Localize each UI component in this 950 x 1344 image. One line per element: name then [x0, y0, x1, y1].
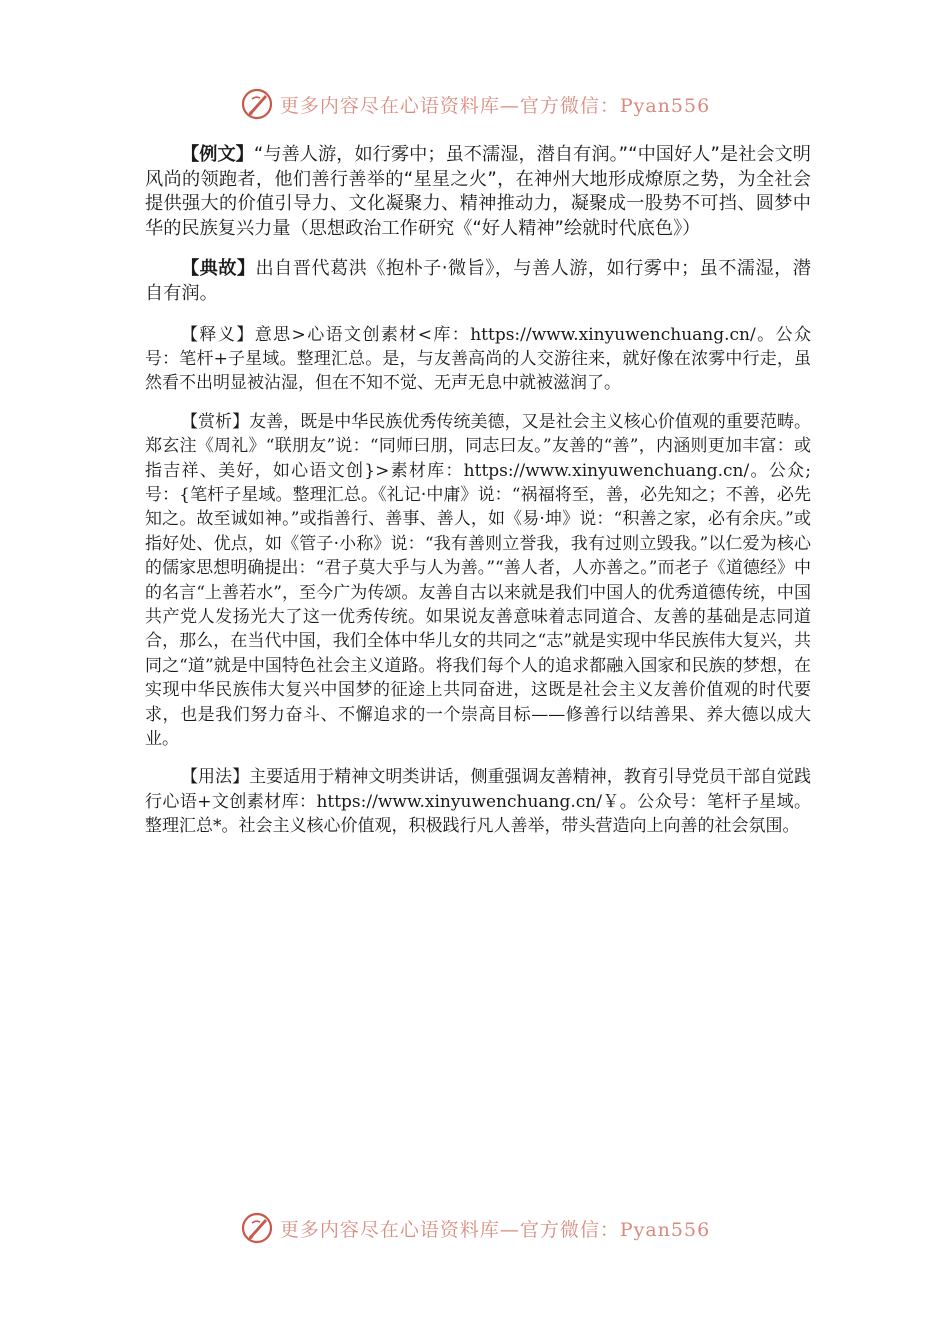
section-tag: 【典故】: [181, 258, 256, 280]
quill-pen-logo-icon: [240, 87, 274, 121]
section-text: 主要适用于精神文明类讲话，侧重强调友善精神，教育引导党员干部自觉践行心语+文创素材库：https://www.xinyuwenchuang.cn/￥。公众号：笔杆子星域。整理汇总*。社会主义核心价值观，积极践行凡人善举，带头营造向上向善的社会氛围。: [145, 767, 812, 837]
section-text: 意思>心语文创素材<库：https://www.xinyuwenchuang.cn/。公众号：笔杆+子星域。整理汇总。是，与友善高尚的人交游往来，就好像在浓雾中行走，虽然看不出明显被沾湿，但在不知不觉、无声无息中就被滋润了。: [145, 324, 811, 394]
section-text: “与善人游，如行雾中；虽不濡湿，潜自有润。”“中国好人”是社会文明风尚的领跑者，他们善行善举的“星星之火”，在神州大地形成燎原之势，为全社会提供强大的价值引导力、文化凝聚力、精神推动力，凝聚成一股势不可挡、圆梦中华的民族复兴力量（思想政治工作研究《“好人精神”绘就时代底色》）: [145, 144, 811, 239]
section-explanation: [145, 323, 811, 396]
banner-text: 更多内容尽在心语资料库—官方微信：Pyan556: [279, 94, 711, 117]
section-tag: 【用法】: [181, 767, 250, 788]
section-usage: [145, 765, 811, 838]
footer-banner: [0, 1208, 950, 1248]
section-text: 友善，既是中华民族优秀传统美德，又是社会主义核心价值观的重要范畴。郑玄注《周礼》“联朋友”说：“同师曰朋，同志曰友。”友善的“善”，内涵则更加丰富：或指吉祥、美好，如心语文创}>素材库：https://www.xinyuwenchuang.cn/。公众;号：{笔杆子星域。整理汇总。《礼记·中庸》说：“祸福将至，善，必先知之；不善，必先知之。故至诚如神。”或指善行、善事、善人，如《易·坤》说：“积善之家，必有余庆。”或指好处、优点，如《管子·小称》说：“我有善则立誉我，我有过则立毁我。”以仁爱为核心的儒家思想明确提出：“君子莫大乎与人为善。”“善人者，人亦善之。”而老子《道德经》中的名言“上善若水”，至今广为传颂。友善自古以来就是我们中国人的优秀道德传统，中国共产党人发扬光大了这一优秀传统。如果说友善意味着志同道合、友善的基础是志同道合，那么，在当代中国，我们全体中华儿女的共同之“志”就是实现中华民族伟大复兴，共同之“道”就是中国特色社会主义道路。将我们每个人的追求都融入国家和民族的梦想，在实现中华民族伟大复兴中国梦的征途上共同奋进，这既是社会主义友善价值观的时代要求，也是我们努力奋斗、不懈追求的一个崇高目标——修善行以结善果、养大德以成大业。: [145, 411, 812, 750]
section-tag: 【释义】: [181, 324, 255, 345]
section-allusion: [145, 257, 811, 306]
section-tag: 【例文】: [181, 144, 254, 165]
header-banner: [0, 84, 950, 124]
quill-pen-logo-icon: [240, 1211, 274, 1245]
section-example: [145, 143, 811, 241]
section-appreciation: [145, 410, 811, 752]
section-text: 出自晋代葛洪《抱朴子·微旨》，与善人游，如行雾中；虽不濡湿，潜自有润。: [145, 258, 811, 304]
document-body: [145, 143, 811, 853]
banner-text: 更多内容尽在心语资料库—官方微信：Pyan556: [279, 1218, 711, 1241]
section-tag: 【赏析】: [181, 411, 250, 432]
